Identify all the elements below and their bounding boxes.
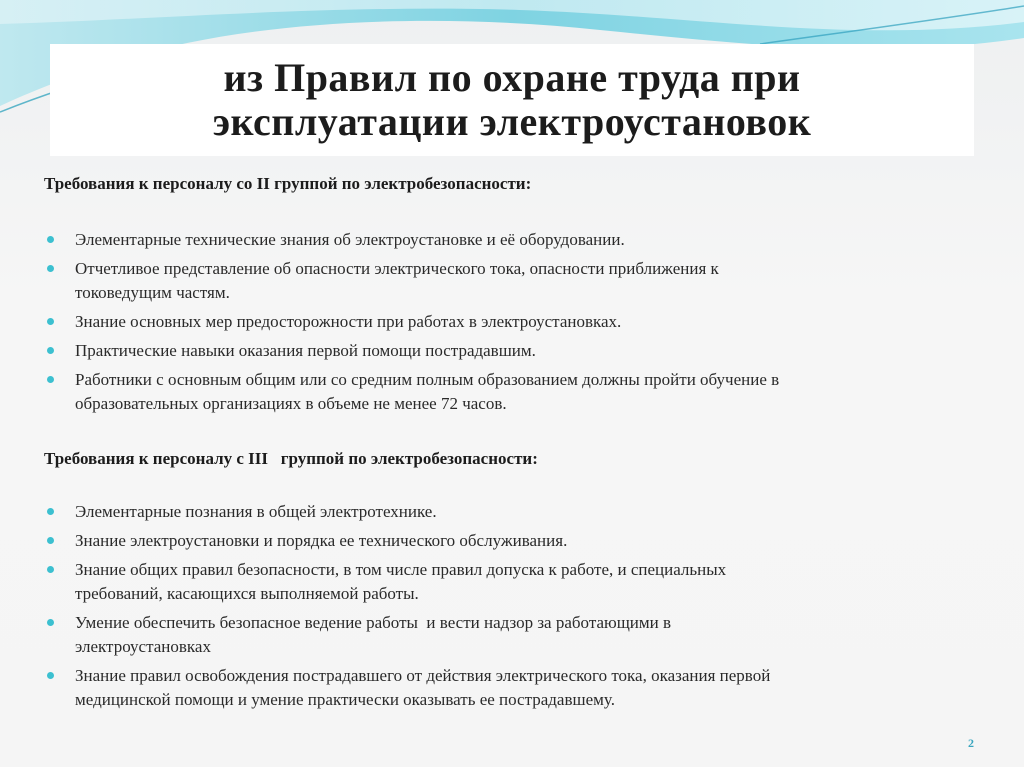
bullet-dot-icon: [47, 318, 54, 325]
page-number: 2: [968, 736, 974, 750]
list-item: [44, 228, 974, 252]
bullet-dot-icon: [47, 508, 54, 515]
list-item-text: Отчетливое представление об опасности электрического тока, опасности приближения к: [75, 259, 719, 278]
list-item: [44, 257, 974, 305]
list-item: [44, 368, 974, 416]
bullet-dot-icon: [47, 672, 54, 679]
list-item-text-continued: токоведущим частям.: [75, 283, 230, 302]
slide-title-line1: из Правил по охране труда при: [223, 55, 801, 100]
slide-title: [213, 56, 812, 144]
list-item-text: Элементарные технические знания об электроустановке и её оборудовании.: [75, 230, 625, 249]
list-item-text: Знание основных мер предосторожности при работах в электроустановках.: [75, 312, 622, 331]
list-item-text: Знание правил освобождения пострадавшего от действия электрического тока, оказания первой: [75, 666, 771, 685]
list-item: [44, 611, 974, 659]
bullet-dot-icon: [47, 265, 54, 272]
list-item-text: Умение обеспечить безопасное ведение работы и вести надзор за работающими в: [75, 613, 672, 632]
bullet-dot-icon: [47, 537, 54, 544]
list-item-text: Знание электроустановки и порядка ее технического обслуживания.: [75, 531, 568, 550]
title-box: [50, 44, 974, 156]
list-item-text-continued: медицинской помощи и умение практически оказывать ее пострадавшему.: [75, 690, 615, 709]
bullet-dot-icon: [47, 347, 54, 354]
slide-content: [44, 172, 974, 717]
section1-heading: Требования к персоналу со II группой по электробезопасности:: [44, 174, 532, 193]
list-item: [44, 310, 974, 334]
list-item: [44, 339, 974, 363]
slide-title-line2: эксплуатации электроустановок: [212, 99, 812, 144]
list-item: [44, 500, 974, 524]
bullet-dot-icon: [47, 619, 54, 626]
section2-heading: Требования к персоналу с III группой по электробезопасности:: [44, 449, 538, 468]
section1-list: [44, 228, 974, 416]
bullet-dot-icon: [47, 236, 54, 243]
bullet-dot-icon: [47, 566, 54, 573]
list-item-text-continued: образовательных организациях в объеме не менее 72 часов.: [75, 394, 507, 413]
list-item-text: Знание общих правил безопасности, в том числе правил допуска к работе, и специальных: [75, 560, 727, 579]
bullet-dot-icon: [47, 376, 54, 383]
list-item-text: Работники с основным общим или со средним полным образованием должны пройти обучение в: [75, 370, 780, 389]
list-item-text-continued: электроустановках: [75, 637, 211, 656]
list-item-text: Элементарные познания в общей электротехнике.: [75, 502, 437, 521]
list-item: [44, 529, 974, 553]
list-item: [44, 664, 974, 712]
list-item-text: Практические навыки оказания первой помощи пострадавшим.: [75, 341, 536, 360]
list-item-text-continued: требований, касающихся выполняемой работы.: [75, 584, 419, 603]
section2-list: [44, 500, 974, 712]
list-item: [44, 558, 974, 606]
